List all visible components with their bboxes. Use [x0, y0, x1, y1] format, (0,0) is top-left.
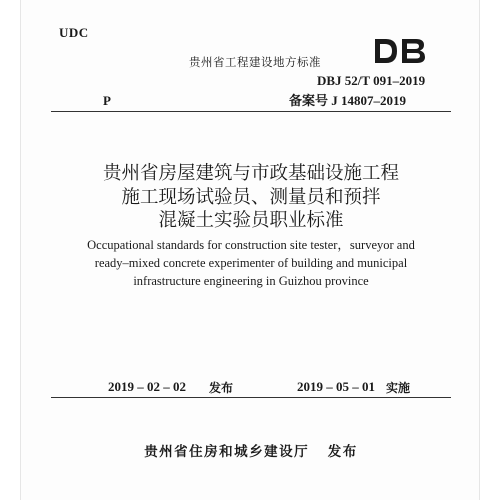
standard-cover — [20, 0, 480, 500]
implement-date: 2019 – 05 – 01 — [297, 379, 375, 394]
title-english-line: Occupational standards for construction site tester，surveyor and — [87, 238, 415, 252]
title-english-line: infrastructure engineering in Guizhou province — [133, 274, 369, 288]
title-chinese-line: 贵州省房屋建筑与市政基础设施工程 — [102, 163, 399, 184]
standard-code: DBJ 52/T 091–2019 — [317, 73, 426, 88]
bottom-divider — [51, 397, 451, 398]
issue-label: 发布 — [209, 381, 234, 395]
title-english-line: ready–mixed concrete experimenter of building and municipal — [94, 256, 408, 270]
title-chinese-line: 混凝土实验员职业标准 — [158, 210, 344, 231]
top-divider — [51, 111, 451, 112]
title-chinese-line: 施工现场试验员、测量员和预拌 — [121, 186, 381, 208]
publisher: 贵州省住房和城乡建设厅 发布 — [144, 444, 358, 460]
title-english — [21, 236, 481, 290]
issue-date: 2019 – 02 – 02 — [108, 379, 186, 394]
udc-label: UDC — [59, 25, 89, 40]
title-chinese — [21, 162, 481, 233]
db-logo-graphic — [372, 37, 428, 65]
standard-series: 贵州省工程建设地方标准 — [189, 55, 321, 69]
category-mark: P — [103, 93, 111, 108]
implement-label: 实施 — [386, 381, 411, 395]
record-number: 备案号 J 14807–2019 — [289, 93, 407, 108]
db-logo-icon — [372, 37, 428, 65]
